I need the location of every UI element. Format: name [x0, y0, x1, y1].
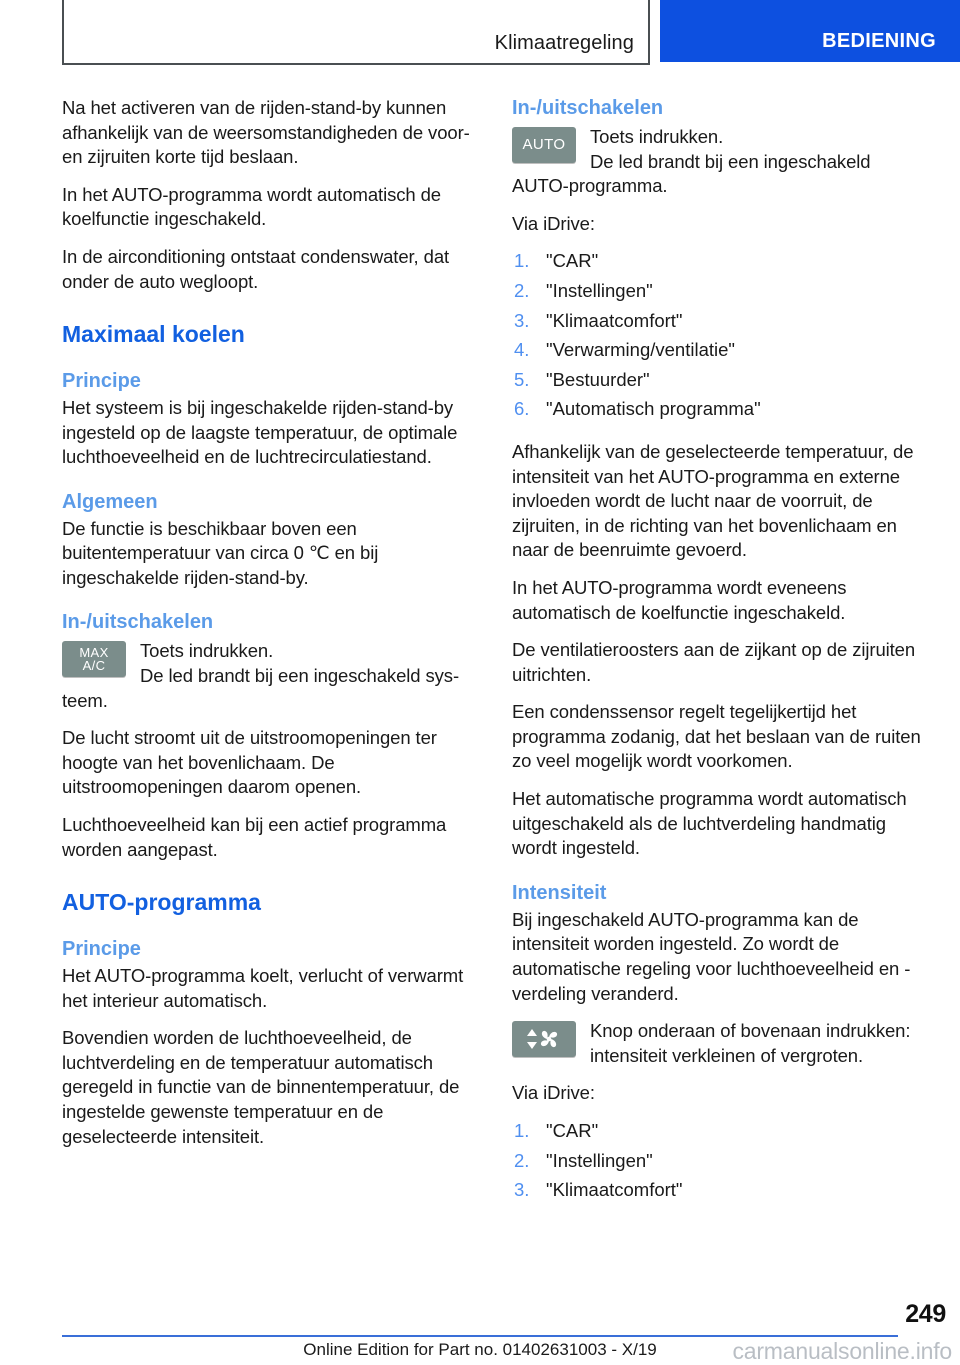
list-item[interactable] [512, 279, 926, 309]
list-item-label: "Bestuurder" [546, 368, 650, 390]
key-instruction-max-ac [62, 639, 476, 713]
paragraph: De ventilatieroosters aan de zijkant op de zijruiten uitrichten. [512, 639, 916, 685]
fan-intensity-button-icon[interactable] [512, 1021, 576, 1057]
paragraph: Luchthoeveelheid kan bij een actief programma worden aangepast. [62, 814, 447, 860]
list-item-label: "Verwarming/ventilatie" [546, 339, 735, 361]
list-number: 2. [514, 279, 530, 301]
right-column [512, 96, 926, 1221]
section-heading-auto-programma: AUTO-programma [62, 889, 261, 916]
list-item-label: "Klimaatcomfort" [546, 309, 683, 331]
list-item[interactable] [512, 1149, 926, 1179]
header-section-label: BEDIENING [822, 30, 936, 52]
list-item[interactable] [512, 397, 926, 427]
page-footer [0, 1290, 960, 1362]
list-item-label: "Instellingen" [546, 1149, 653, 1171]
paragraph: In het AUTO-programma wordt automatisch de koelfunctie ingeschakeld. [62, 183, 441, 230]
header-chapter-label: Klimaatregeling [494, 32, 634, 54]
list-number: 1. [514, 250, 530, 272]
page-number: 249 [905, 1300, 946, 1328]
subheading-in-uitschakelen: In-/uitschakelen [62, 611, 214, 634]
max-ac-badge-line2: A/C [82, 658, 106, 674]
max-ac-badge-line1: MAX [79, 644, 109, 660]
key-text-line: De led brandt bij een ingeschakeld sys- [140, 665, 460, 687]
list-number: 2. [514, 1149, 530, 1171]
paragraph: Een condenssensor regelt tegelijkertijd het programma zodanig, dat het beslaan van de ruiten zo veel mogelijk wordt voorkomen. [512, 701, 921, 772]
key-instruction-auto [512, 125, 926, 199]
list-number: 5. [514, 368, 530, 390]
footer-divider [62, 1335, 898, 1337]
key-text-line: Toets indrukken. [590, 126, 724, 147]
subheading-in-uitschakelen: In-/uitschakelen [512, 97, 664, 119]
paragraph: De functie is beschikbaar boven een buitentemperatuur van circa 0 ℃ en bij ingeschakelde rijden-stand-by. [62, 517, 379, 588]
list-item-label: "Instellingen" [546, 279, 653, 301]
subheading-principe: Principe [62, 369, 141, 392]
header-chapter-box [62, 0, 650, 65]
via-idrive-label: Via iDrive: [512, 1082, 595, 1104]
left-column [62, 96, 476, 1162]
idrive-step-list [512, 249, 926, 427]
key-text-line: AUTO-programma. [512, 175, 668, 197]
list-item[interactable] [512, 1119, 926, 1149]
key-text-line: Knop onderaan of bovenaan indrukken: [590, 1020, 911, 1042]
paragraph: Bij ingeschakeld AUTO-programma kan de intensiteit worden ingesteld. Zo wordt de automatische regeling voor luchthoeveelheid en -verdeling veranderd. [512, 908, 911, 1004]
paragraph: Na het activeren van de rijden-stand-by kunnen afhankelijk van de weersomstandigheden de voor- en zijruiten korte tijd beslaan. [62, 97, 470, 168]
list-item[interactable] [512, 338, 926, 368]
list-number: 6. [514, 398, 530, 420]
paragraph: Bovendien worden de luchthoeveelheid, de luchtverdeling en de temperatuur automatisch geregeld in functie van de binnentemperatuur, de ingestelde gewenste temperatuur en de geselecteerde intensiteit. [62, 1027, 460, 1147]
paragraph: In de airconditioning ontstaat condenswater, dat onder de auto wegloopt. [62, 245, 450, 292]
list-item-label: "CAR" [546, 1120, 599, 1141]
paragraph: De lucht stroomt uit de uitstroomopeningen ter hoogte van het bovenlichaam. De uitstroomopeningen daarom openen. [62, 727, 437, 798]
paragraph: Afhankelijk van de geselecteerde temperatuur, de intensiteit van het AUTO-programma en externe invloeden wordt de lucht naar de voorruit, de zijruiten, in de richting van het bovenlichaam en naar de beenruimte gevoerd. [512, 440, 914, 561]
footer-edition-text: Online Edition for Part no. 01402631003 - X/19 [303, 1340, 657, 1359]
list-number: 3. [514, 309, 530, 331]
subheading-principe: Principe [62, 937, 141, 960]
list-item-label: "Automatisch programma" [546, 398, 761, 420]
subheading-algemeen: Algemeen [62, 490, 158, 513]
footer-watermark: carmanualsonline.info [732, 1338, 952, 1364]
list-number: 3. [514, 1179, 530, 1201]
fan-with-up-down-arrows-icon [524, 1026, 564, 1052]
list-number: 1. [514, 1120, 530, 1141]
key-text-line: Toets indrukken. [140, 640, 274, 662]
list-item[interactable] [512, 1178, 926, 1208]
subheading-intensiteit: Intensiteit [512, 881, 607, 904]
header-section-box [660, 0, 960, 62]
section-heading-maximaal-koelen: Maximaal koelen [62, 321, 245, 348]
page-header [0, 0, 960, 70]
idrive-step-list [512, 1119, 926, 1208]
auto-badge-label: AUTO [522, 136, 566, 154]
paragraph: In het AUTO-programma wordt eveneens automatisch de koelfunctie ingeschakeld. [512, 576, 847, 623]
paragraph: Het automatische programma wordt automatisch uitgeschakeld als de luchtverdeling handmatig wordt ingesteld. [512, 788, 907, 859]
max-ac-button-icon[interactable] [62, 641, 126, 677]
paragraph: Het systeem is bij ingeschakelde rijden-stand-by ingesteld op de laagste temperatuur, de optimale luchthoeveelheid en de luchtrecirculatiestand. [62, 396, 458, 468]
auto-button-icon[interactable] [512, 127, 576, 163]
list-item[interactable] [512, 249, 926, 279]
via-idrive-label: Via iDrive: [512, 212, 595, 234]
key-text-line: intensiteit verkleinen of vergroten. [590, 1044, 864, 1066]
list-item-label: "Klimaatcomfort" [546, 1179, 683, 1201]
paragraph: Het AUTO-programma koelt, verlucht of verwarmt het interieur automatisch. [62, 964, 464, 1011]
list-number: 4. [514, 339, 530, 361]
list-item[interactable] [512, 368, 926, 398]
key-text-line: teem. [62, 689, 108, 711]
list-item-label: "CAR" [546, 250, 599, 272]
key-text-line: De led brandt bij een ingeschakeld [590, 150, 871, 172]
list-item[interactable] [512, 309, 926, 339]
key-instruction-fan-intensity [512, 1019, 926, 1068]
